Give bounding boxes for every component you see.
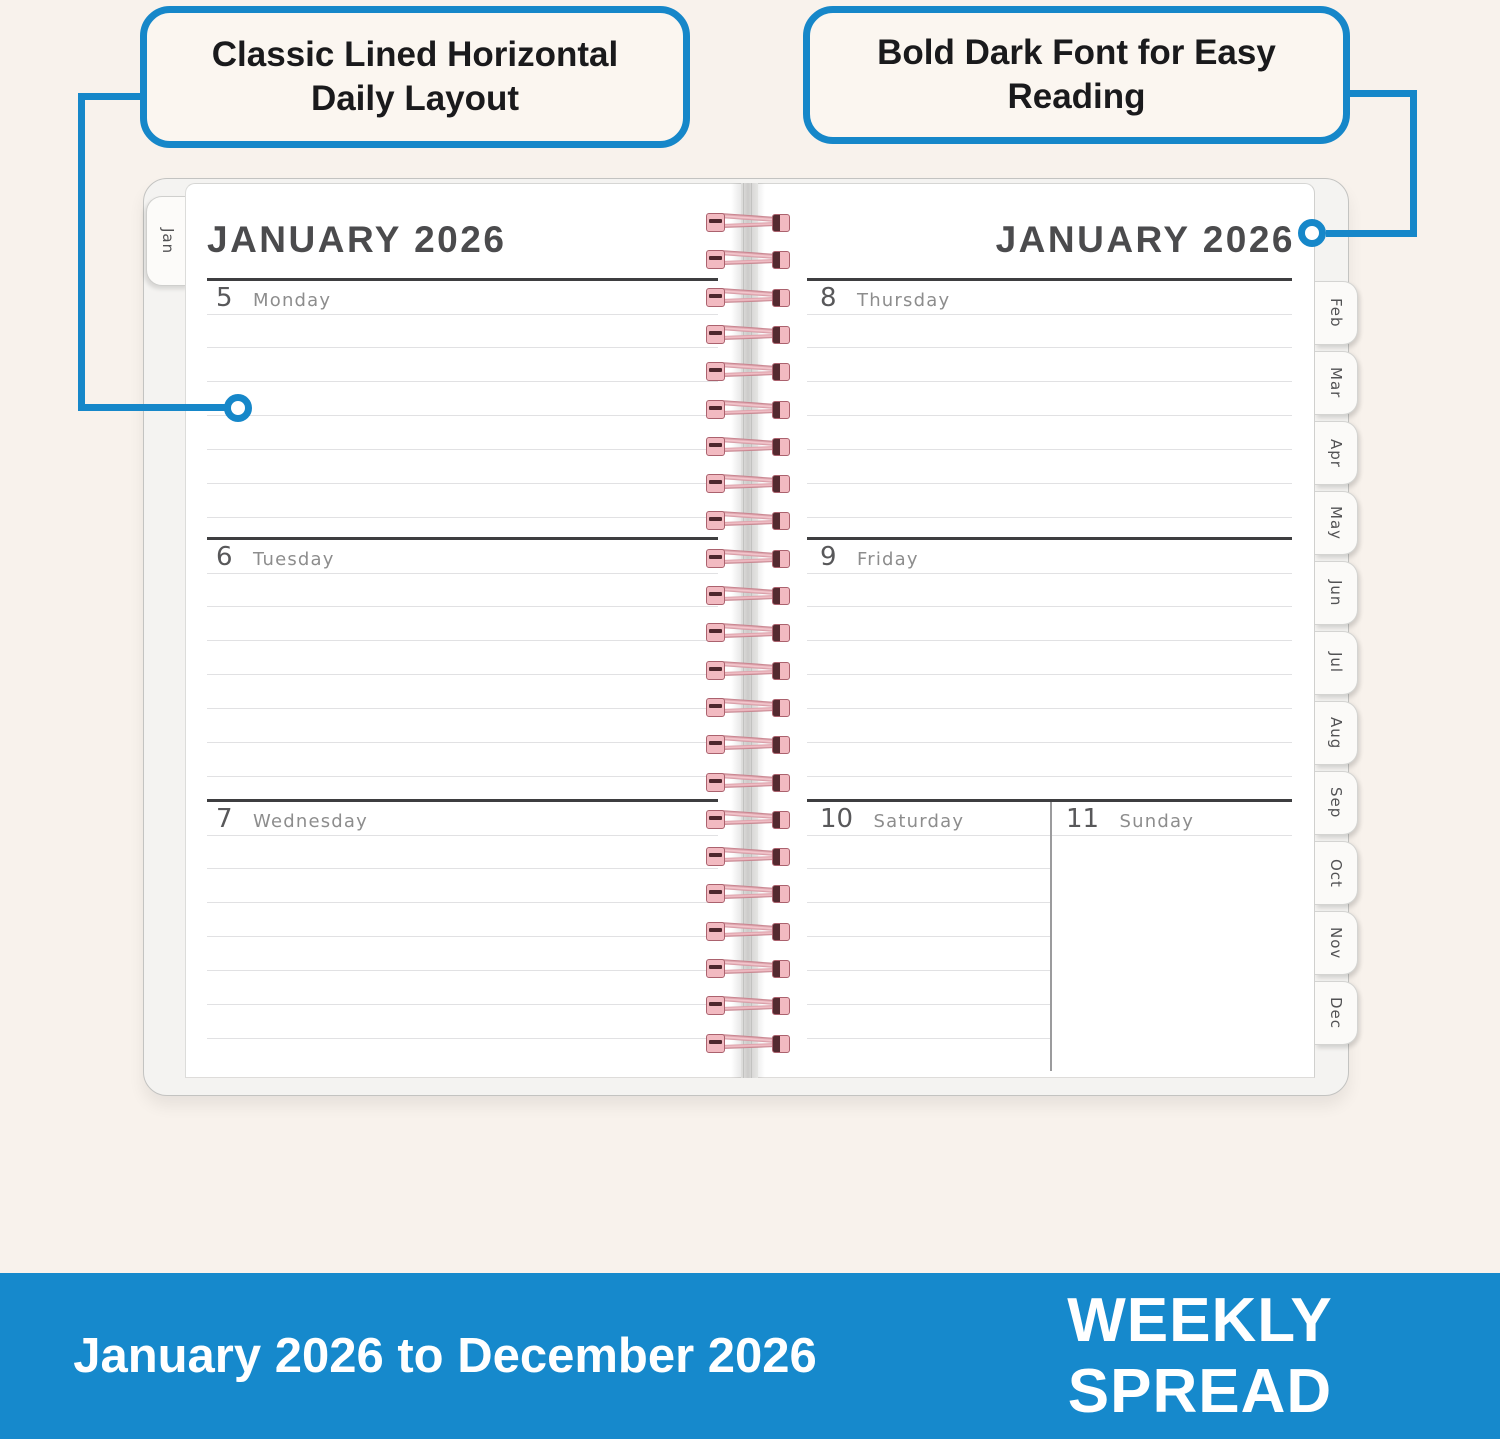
- callout-connector-left: [78, 93, 144, 100]
- banner-title: WEEKLY SPREAD: [1067, 1286, 1333, 1426]
- ruled-lines: [807, 573, 1292, 799]
- month-tab-label: Jul: [1327, 652, 1345, 674]
- month-tab-label: Jun: [1327, 579, 1345, 607]
- callout-connector-right: [1348, 90, 1414, 97]
- day-section-sunday: [1052, 802, 1292, 1071]
- ruled-lines: [207, 835, 718, 1071]
- month-tab-mar: [1315, 351, 1358, 415]
- day-section-weekend: [807, 799, 1292, 1071]
- month-tab-label: May: [1327, 505, 1345, 540]
- day-number: 7: [216, 804, 233, 834]
- month-tab-nov: [1315, 911, 1358, 975]
- callout-connector-right: [1326, 230, 1417, 237]
- spiral-coil: [706, 809, 790, 830]
- day-number: 11: [1066, 804, 1100, 834]
- day-label: [807, 281, 1292, 315]
- day-section-thursday: [807, 278, 1292, 537]
- banner-date-range: January 2026 to December 2026: [73, 1329, 817, 1383]
- spiral-coil: [706, 473, 790, 494]
- ruled-lines: [207, 314, 718, 537]
- day-label: [207, 802, 718, 836]
- spiral-coil: [706, 436, 790, 457]
- day-name: Thursday: [857, 290, 951, 311]
- month-tab-oct: [1315, 841, 1358, 905]
- day-name: Saturday: [873, 811, 965, 832]
- month-tab-jan: [146, 196, 189, 286]
- callout-pointer-ring-right: [1298, 219, 1326, 247]
- month-tab-jul: [1315, 631, 1358, 695]
- spiral-coil: [706, 287, 790, 308]
- spiral-coil: [706, 958, 790, 979]
- spiral-coil: [706, 361, 790, 382]
- month-tab-sep: [1315, 771, 1358, 835]
- ruled-lines: [207, 573, 718, 799]
- spiral-coil: [706, 585, 790, 606]
- month-tab-label: Dec: [1327, 996, 1345, 1030]
- day-label: [1052, 802, 1292, 836]
- spiral-coil: [706, 995, 790, 1016]
- spiral-coil: [706, 212, 790, 233]
- day-number: 10: [820, 804, 854, 834]
- month-tab-feb: [1315, 281, 1358, 345]
- day-label: [807, 540, 1292, 574]
- day-section-tuesday: [207, 537, 718, 799]
- spiral-coil: [706, 883, 790, 904]
- bottom-banner: [0, 1273, 1500, 1439]
- month-tab-label: Apr: [1327, 438, 1345, 468]
- day-label: [207, 540, 718, 574]
- spiral-coil: [706, 622, 790, 643]
- right-page-month-header: JANUARY 2026: [995, 219, 1295, 260]
- month-tab-may: [1315, 491, 1358, 555]
- day-number: 5: [216, 283, 233, 313]
- day-name: Tuesday: [253, 549, 335, 570]
- day-section-monday: [207, 278, 718, 537]
- spiral-coil: [706, 697, 790, 718]
- spiral-coil: [706, 548, 790, 569]
- day-section-friday: [807, 537, 1292, 799]
- day-name: Monday: [253, 290, 332, 311]
- callout-left-daily-layout: Classic Lined Horizontal Daily Layout: [140, 6, 690, 148]
- spiral-coil: [706, 510, 790, 531]
- day-section-saturday: [807, 802, 1050, 1071]
- month-tab-label: Mar: [1327, 367, 1345, 399]
- day-name: Friday: [857, 549, 919, 570]
- day-number: 9: [820, 542, 837, 572]
- ruled-lines: [807, 314, 1292, 537]
- spiral-coil: [706, 249, 790, 270]
- left-page-month-header: JANUARY 2026: [207, 219, 507, 260]
- day-name: Sunday: [1119, 811, 1195, 832]
- spiral-coil: [706, 921, 790, 942]
- callout-connector-right: [1410, 90, 1417, 237]
- month-tab-label: Sep: [1327, 787, 1345, 819]
- month-tab-jun: [1315, 561, 1358, 625]
- day-number: 6: [216, 542, 233, 572]
- month-tab-label: Jan: [159, 227, 177, 255]
- day-number: 8: [820, 283, 837, 313]
- month-tab-label: Aug: [1327, 716, 1345, 750]
- month-tab-label: Nov: [1327, 926, 1345, 960]
- callout-right-bold-font: Bold Dark Font for Easy Reading: [803, 6, 1350, 144]
- callout-connector-left: [78, 93, 85, 411]
- spiral-coil: [706, 399, 790, 420]
- month-tab-aug: [1315, 701, 1358, 765]
- callout-connector-left: [78, 404, 225, 411]
- callout-pointer-ring-left: [224, 394, 252, 422]
- day-label: [807, 802, 1050, 836]
- day-label: [207, 281, 718, 315]
- day-section-wednesday: [207, 799, 718, 1071]
- month-tab-apr: [1315, 421, 1358, 485]
- spiral-coil: [706, 772, 790, 793]
- month-tab-dec: [1315, 981, 1358, 1045]
- month-tab-label: Feb: [1327, 298, 1345, 328]
- spiral-coil: [706, 846, 790, 867]
- spiral-coil: [706, 734, 790, 755]
- spiral-coil: [706, 324, 790, 345]
- month-tab-label: Oct: [1327, 858, 1345, 888]
- day-name: Wednesday: [253, 811, 369, 832]
- spiral-coil: [706, 660, 790, 681]
- spiral-coil: [706, 1033, 790, 1054]
- ruled-lines: [807, 835, 1050, 1071]
